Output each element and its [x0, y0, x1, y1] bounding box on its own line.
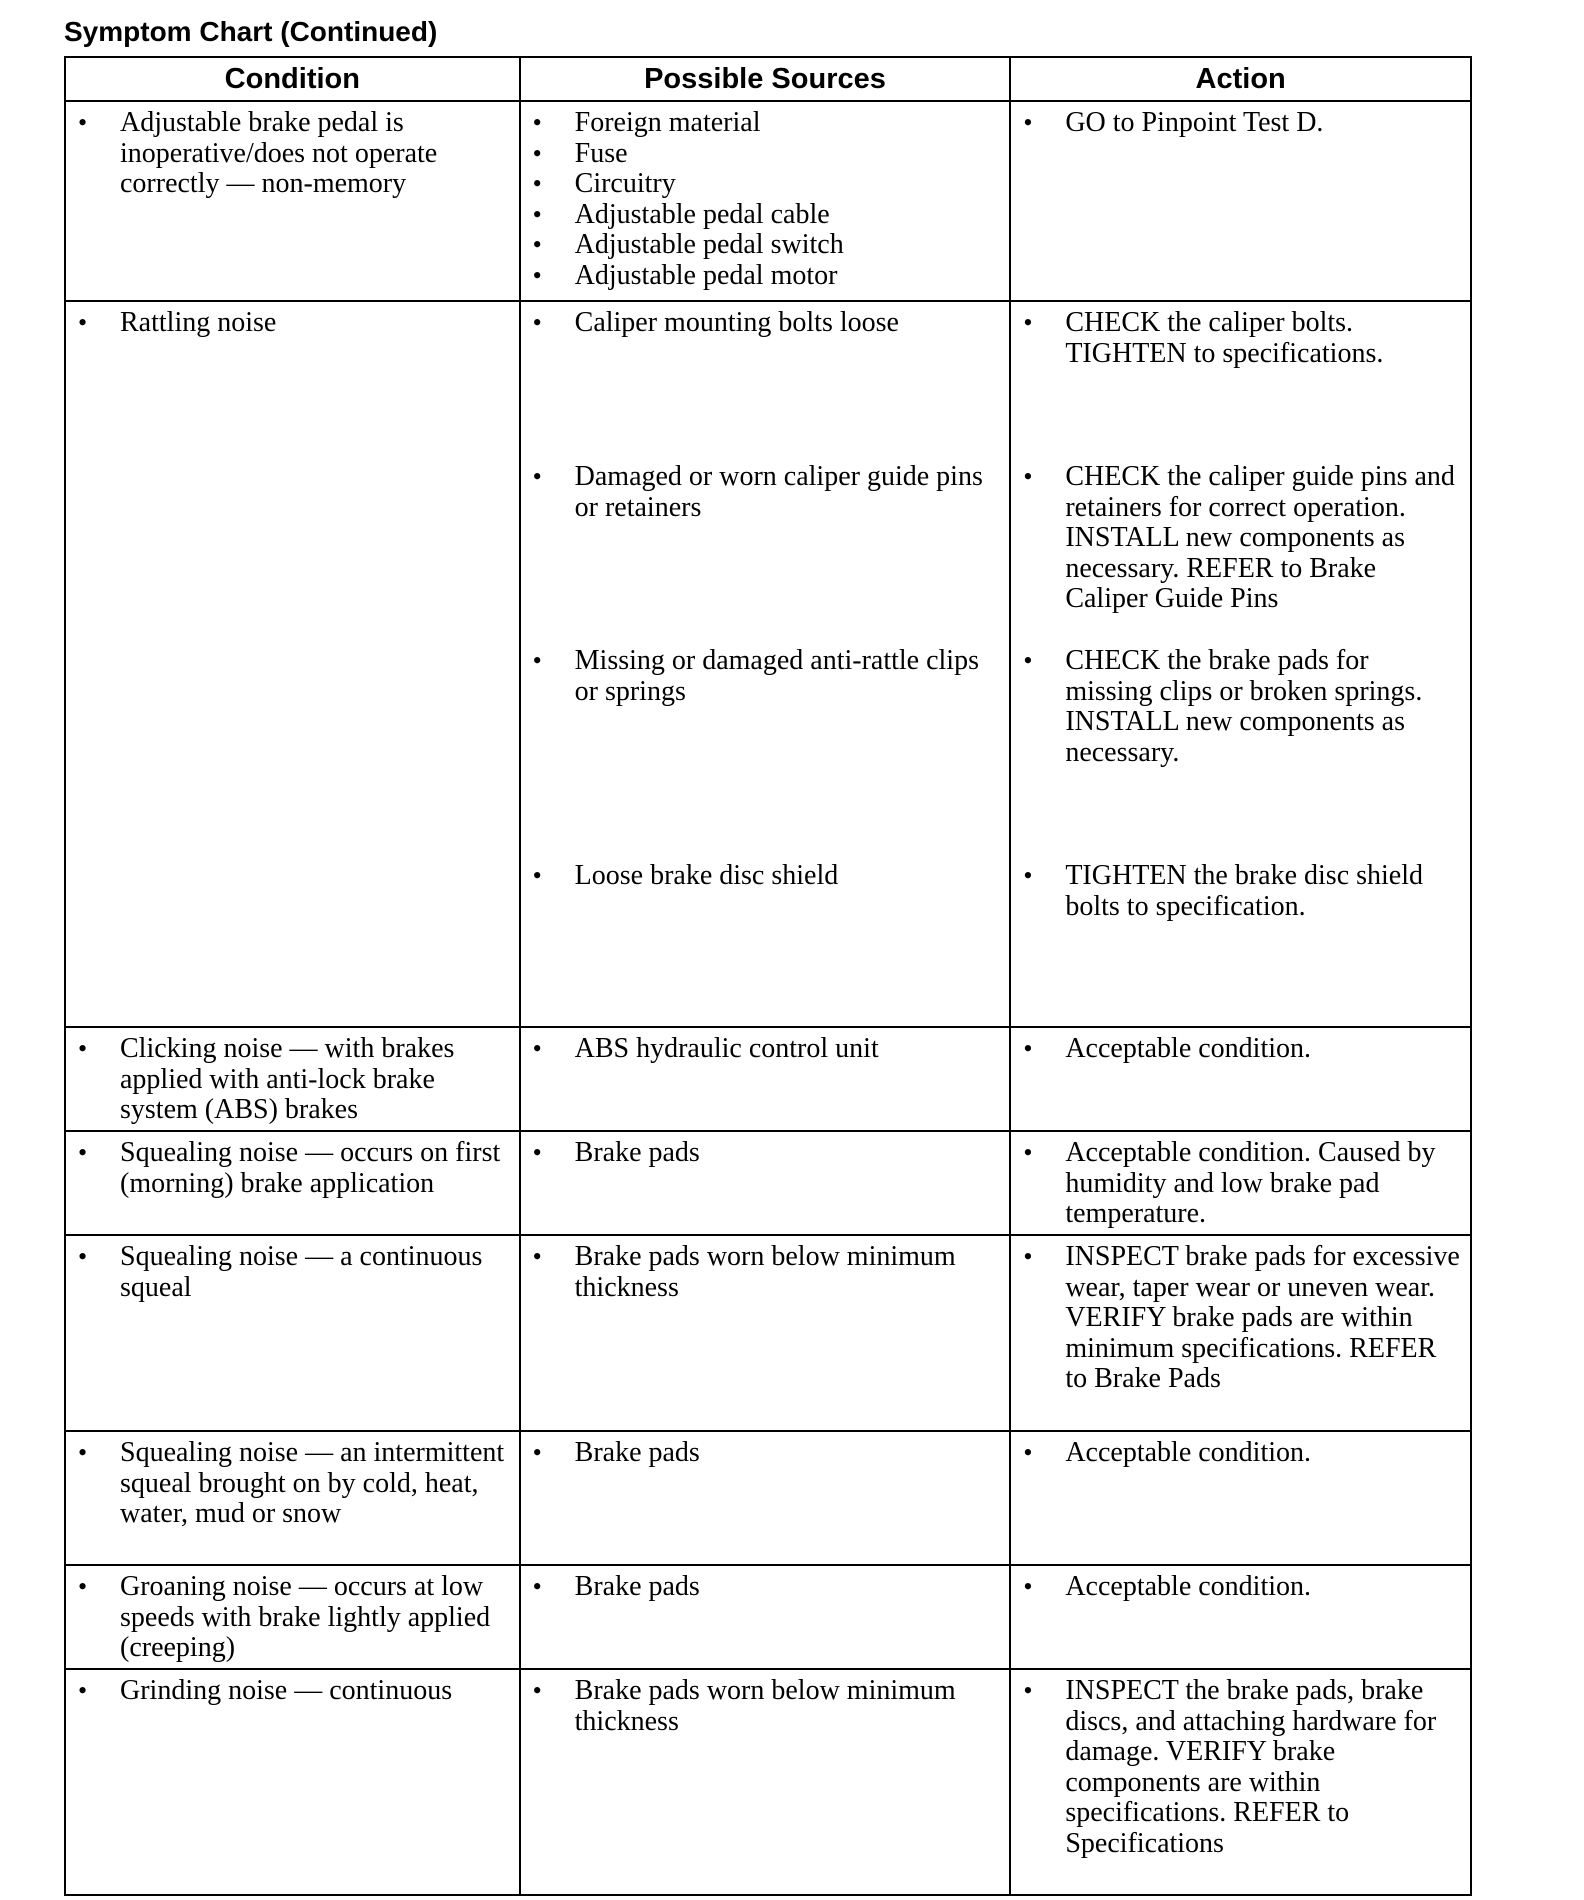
- source-item: • Damaged or worn caliper guide pins or retainers: [521, 462, 1010, 646]
- table-row: [65, 1131, 1471, 1235]
- table-row: [65, 1027, 1471, 1131]
- sources-cell: [520, 1565, 1011, 1669]
- source-item: • Brake pads: [521, 1138, 1010, 1169]
- condition-cell: [65, 1027, 520, 1131]
- condition-cell: [65, 1565, 520, 1669]
- source-item: • Foreign material: [521, 108, 1010, 139]
- action-cell: [1010, 101, 1471, 301]
- action-cell: [1010, 1565, 1471, 1669]
- condition-text: • Squealing noise — occurs on first (morning) brake application: [66, 1138, 519, 1199]
- action-text: • Acceptable condition.: [1011, 1438, 1470, 1469]
- table-row: [65, 1565, 1471, 1669]
- sources-cell: [520, 1027, 1011, 1131]
- source-item: • Caliper mounting bolts loose: [521, 308, 1010, 462]
- action-text: • Acceptable condition.: [1011, 1572, 1470, 1603]
- source-item: • Circuitry: [521, 169, 1010, 200]
- action-text: • CHECK the caliper guide pins and retainers for correct operation. INSTALL new components as necessary. REFER to Brake Caliper Guide Pins: [1011, 462, 1470, 646]
- action-cell: [1010, 1431, 1471, 1565]
- action-text: • Acceptable condition. Caused by humidity and low brake pad temperature.: [1011, 1138, 1470, 1230]
- column-header-condition: Condition: [65, 57, 520, 101]
- condition-cell: [65, 1431, 520, 1565]
- source-item: • Brake pads: [521, 1438, 1010, 1469]
- source-item: • Loose brake disc shield: [521, 861, 1010, 892]
- column-header-possible-sources: Possible Sources: [520, 57, 1011, 101]
- source-item: • ABS hydraulic control unit: [521, 1034, 1010, 1065]
- header-row: [65, 57, 1471, 101]
- condition-cell: [65, 1131, 520, 1235]
- action-text: • Acceptable condition.: [1011, 1034, 1470, 1065]
- sources-cell: [520, 1431, 1011, 1565]
- source-item: • Brake pads worn below minimum thickness: [521, 1676, 1010, 1737]
- condition-text: • Rattling noise: [66, 308, 519, 339]
- action-cell: [1010, 1027, 1471, 1131]
- column-header-action: Action: [1010, 57, 1471, 101]
- table-row: [65, 1235, 1471, 1431]
- condition-cell: [65, 1669, 520, 1895]
- condition-text: • Groaning noise — occurs at low speeds with brake lightly applied (creeping): [66, 1572, 519, 1664]
- action-text: • TIGHTEN the brake disc shield bolts to specification.: [1011, 861, 1470, 922]
- condition-text: • Squealing noise — an intermittent squeal brought on by cold, heat, water, mud or snow: [66, 1438, 519, 1530]
- symptom-chart-table: [64, 56, 1472, 1896]
- condition-text: • Clicking noise — with brakes applied with anti-lock brake system (ABS) brakes: [66, 1034, 519, 1126]
- source-item: • Adjustable pedal cable: [521, 200, 1010, 231]
- table-row: [65, 301, 1471, 1027]
- condition-cell: [65, 301, 520, 1027]
- source-item: • Adjustable pedal switch: [521, 230, 1010, 261]
- action-text: • GO to Pinpoint Test D.: [1011, 108, 1470, 139]
- action-text: • INSPECT brake pads for excessive wear, taper wear or uneven wear. VERIFY brake pads are within minimum specifications. REFER to Brake Pads: [1011, 1242, 1470, 1395]
- source-item: • Fuse: [521, 139, 1010, 170]
- sources-cell: [520, 1669, 1011, 1895]
- sources-cell: [520, 301, 1011, 1027]
- condition-cell: [65, 1235, 520, 1431]
- action-cell: [1010, 1669, 1471, 1895]
- source-item: • Brake pads worn below minimum thickness: [521, 1242, 1010, 1303]
- source-item: • Brake pads: [521, 1572, 1010, 1603]
- condition-text: • Grinding noise — continuous: [66, 1676, 519, 1707]
- page-title: Symptom Chart (Continued): [64, 16, 438, 47]
- source-item: • Missing or damaged anti-rattle clips or springs: [521, 646, 1010, 861]
- sources-cell: [520, 1131, 1011, 1235]
- action-text: • CHECK the brake pads for missing clips or broken springs. INSTALL new components as necessary.: [1011, 646, 1470, 861]
- table-row: [65, 1431, 1471, 1565]
- table-row: [65, 101, 1471, 301]
- condition-cell: [65, 101, 520, 301]
- condition-text: • Adjustable brake pedal is inoperative/does not operate correctly — non-memory: [66, 108, 519, 200]
- sources-cell: [520, 101, 1011, 301]
- condition-text: • Squealing noise — a continuous squeal: [66, 1242, 519, 1303]
- action-cell: [1010, 301, 1471, 1027]
- action-cell: [1010, 1131, 1471, 1235]
- sources-cell: [520, 1235, 1011, 1431]
- table-row: [65, 1669, 1471, 1895]
- action-cell: [1010, 1235, 1471, 1431]
- action-text: • CHECK the caliper bolts. TIGHTEN to specifications.: [1011, 308, 1470, 462]
- action-text: • INSPECT the brake pads, brake discs, and attaching hardware for damage. VERIFY brake components are within specifications. REFER to Specifications: [1011, 1676, 1470, 1860]
- source-item: • Adjustable pedal motor: [521, 261, 1010, 292]
